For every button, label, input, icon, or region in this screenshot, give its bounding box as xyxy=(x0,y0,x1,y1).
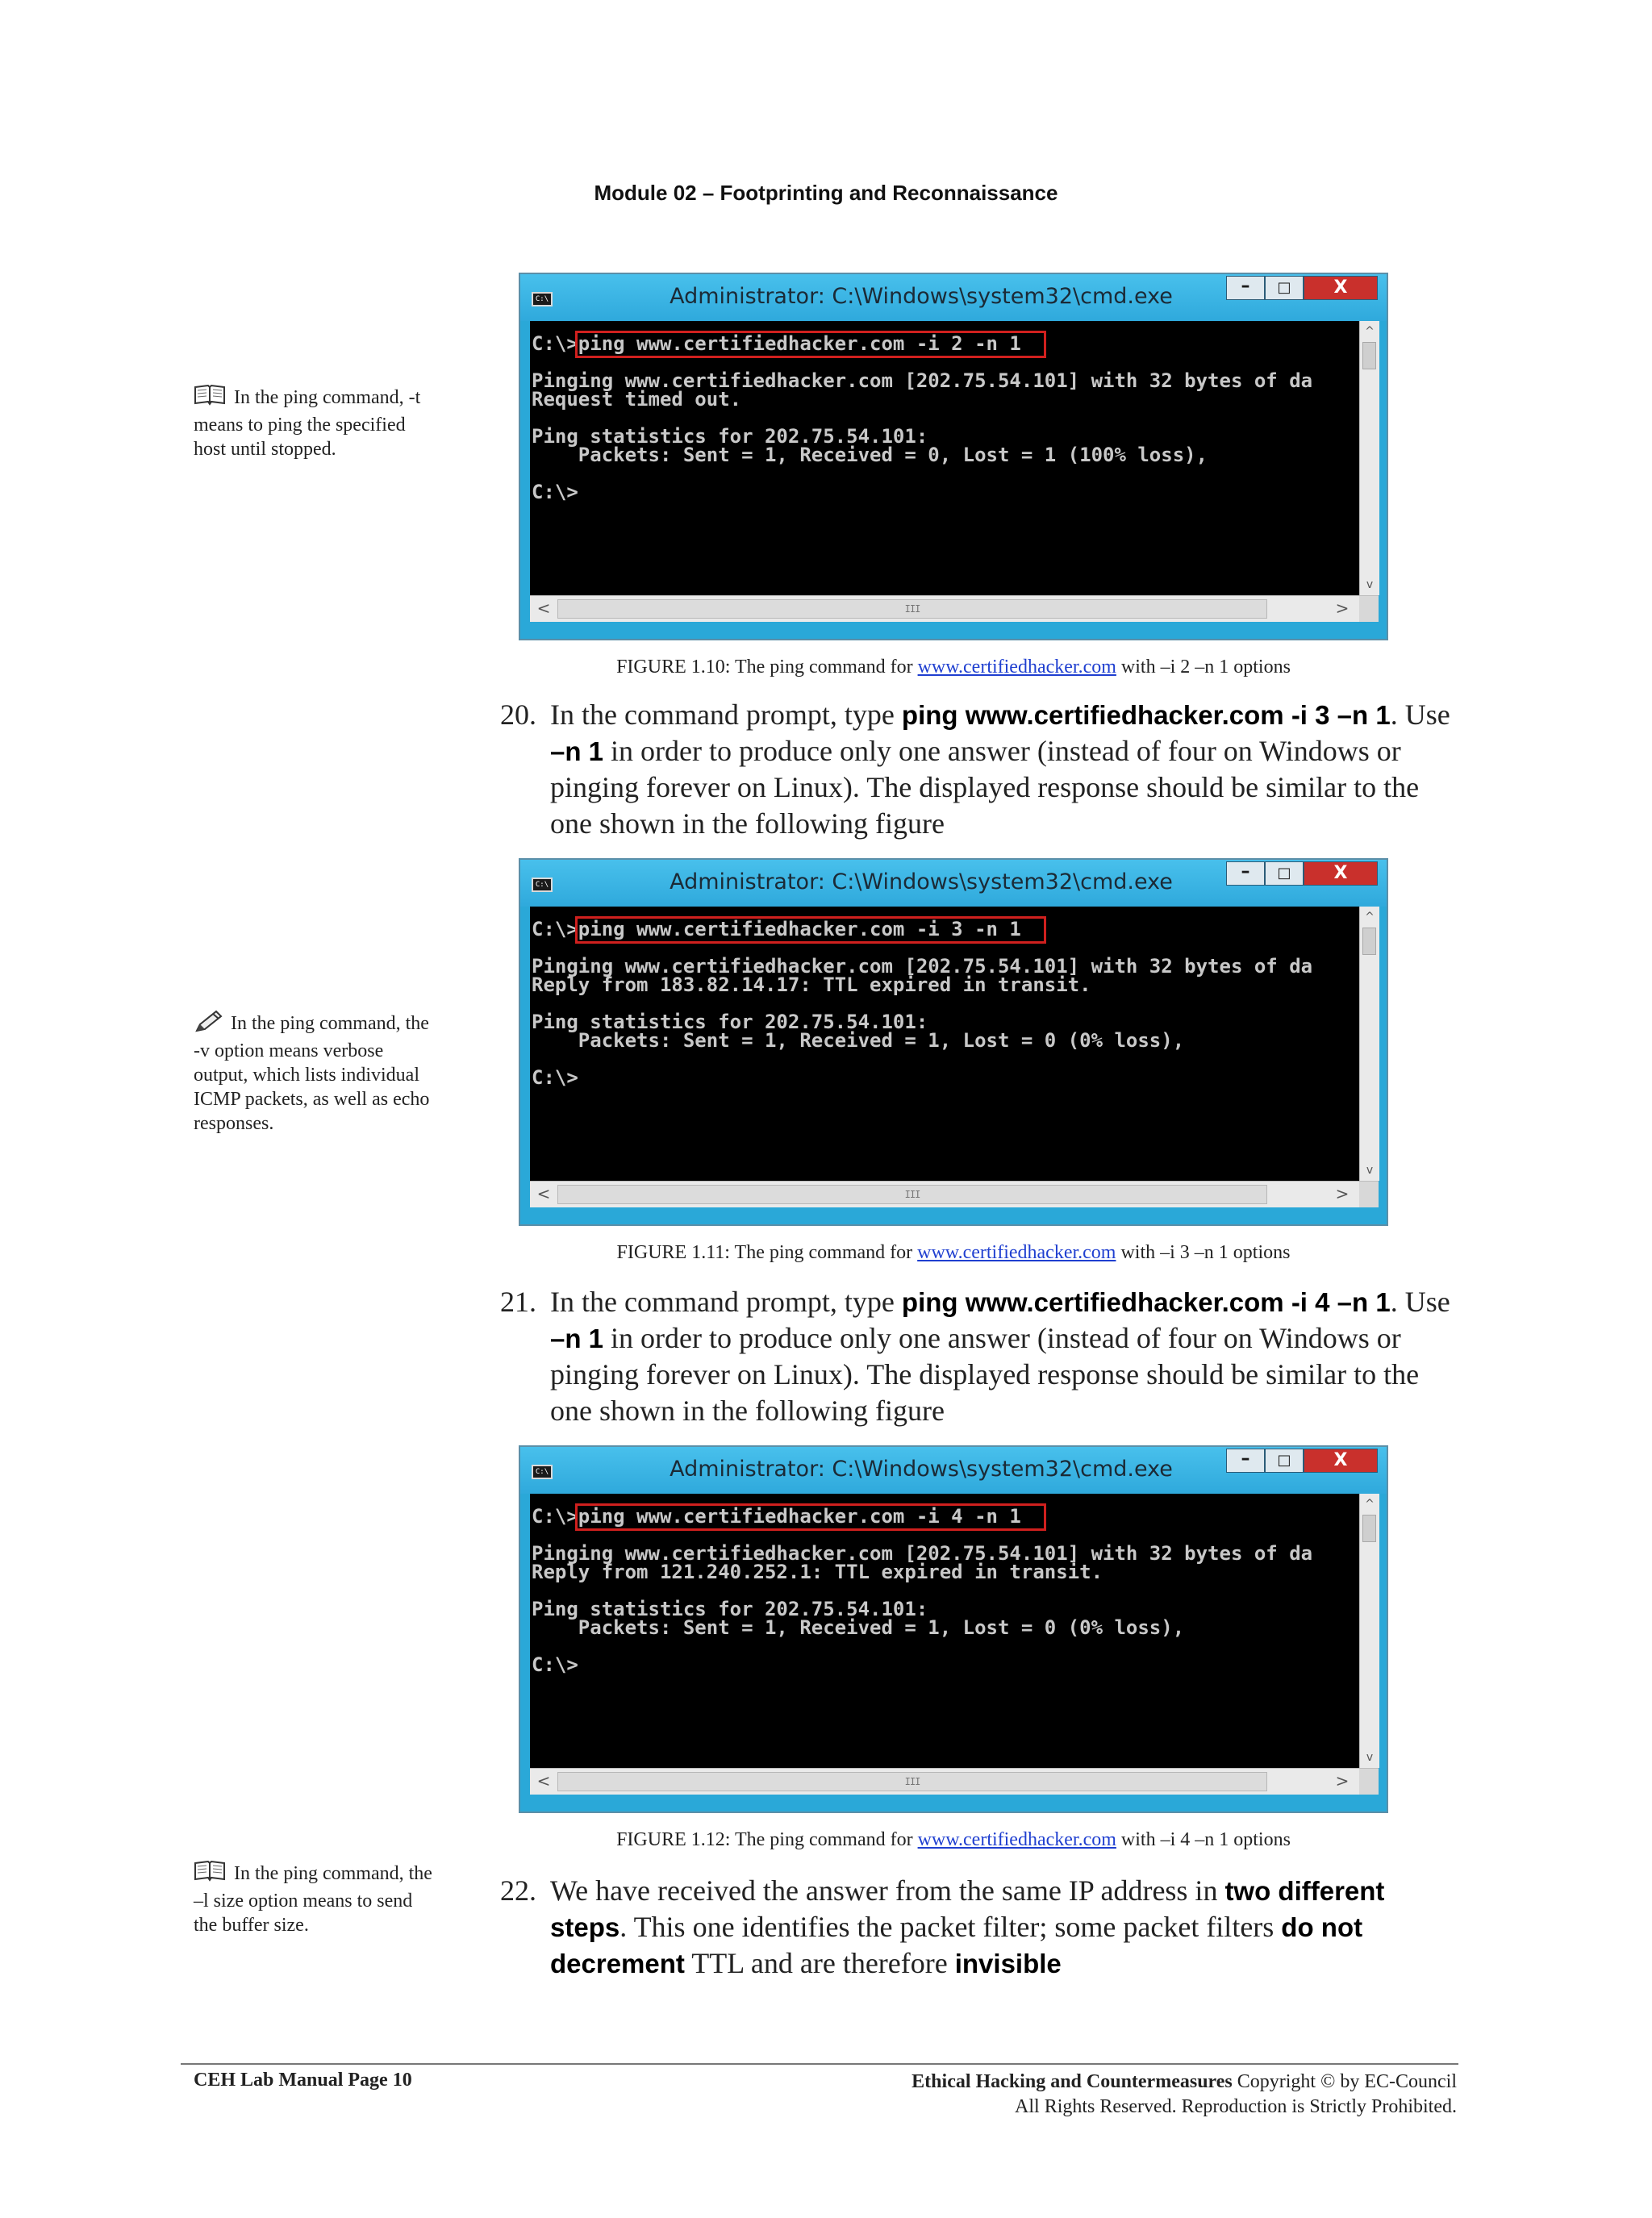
command-highlight xyxy=(575,916,1046,944)
horizontal-scrollbar[interactable] xyxy=(530,1768,1379,1795)
caption-link[interactable]: www.certifiedhacker.com xyxy=(917,657,1116,677)
step-command: ping www.certifiedhacker.com -i 3 –n 1 xyxy=(901,700,1391,730)
step-text: We have received the answer from the same IP address in xyxy=(550,1874,1225,1907)
step-number: 21. xyxy=(500,1286,536,1318)
caption-text: with –i 4 –n 1 options xyxy=(1116,1829,1291,1850)
cmd-icon[interactable]: C:\ xyxy=(532,878,553,892)
resize-corner[interactable] xyxy=(1359,596,1379,622)
sidebar-note xyxy=(194,384,436,461)
console-line: Ping statistics for 202.75.54.101: xyxy=(532,1011,928,1033)
maximize-button[interactable]: □ xyxy=(1265,861,1304,886)
scroll-thumb[interactable]: III xyxy=(557,1185,1267,1204)
minimize-button[interactable]: – xyxy=(1226,1449,1265,1473)
close-button[interactable]: X xyxy=(1304,276,1378,300)
console-line: C:\>ping www.certifiedhacker.com -i 4 -n 1 xyxy=(532,1505,1021,1528)
step-paragraph xyxy=(500,697,1452,842)
title-bar[interactable] xyxy=(520,1447,1387,1494)
step-command: ping www.certifiedhacker.com -i 4 –n 1 xyxy=(901,1287,1391,1317)
step-text: In the command prompt, type xyxy=(550,698,902,731)
cmd-window xyxy=(519,858,1388,1226)
window-title: Administrator: C:\Windows\system32\cmd.exe xyxy=(670,1457,1173,1482)
console-line: C:\> xyxy=(532,481,578,503)
vertical-scrollbar[interactable] xyxy=(1359,1494,1379,1768)
console-line: C:\>ping www.certifiedhacker.com -i 3 -n 1 xyxy=(532,918,1021,940)
console-line: Reply from 183.82.14.17: TTL expired in transit. xyxy=(532,974,1091,996)
scroll-thumb[interactable] xyxy=(1362,342,1376,369)
close-button[interactable]: X xyxy=(1304,861,1378,886)
step-flag: –n 1 xyxy=(550,736,604,766)
step-flag: –n 1 xyxy=(550,1324,604,1353)
minimize-button[interactable]: – xyxy=(1226,861,1265,886)
step-emphasis: invisible xyxy=(954,1949,1062,1978)
cmd-icon[interactable]: C:\ xyxy=(532,292,553,306)
console-line: Pinging www.certifiedhacker.com [202.75.54.101] with 32 bytes of da xyxy=(532,1542,1313,1565)
vertical-scrollbar[interactable] xyxy=(1359,907,1379,1181)
command-highlight xyxy=(575,1503,1046,1531)
sidebar-note xyxy=(194,1010,436,1136)
cmd-window xyxy=(519,1445,1388,1813)
console-line: C:\>ping www.certifiedhacker.com -i 2 -n 1 xyxy=(532,332,1021,355)
scroll-up-arrow-icon[interactable]: ^ xyxy=(1365,1498,1375,1511)
step-text: . This one identifies the packet filter; some packet filters xyxy=(620,1911,1282,1943)
footer-book-title: Ethical Hacking and Countermeasures xyxy=(912,2071,1233,2092)
title-bar[interactable] xyxy=(520,274,1387,321)
cmd-icon[interactable]: C:\ xyxy=(532,1465,553,1479)
footer-copyright xyxy=(807,2070,1457,2120)
footer-copyright-text: Copyright © by EC-Council xyxy=(1232,2071,1457,2092)
console-output[interactable] xyxy=(530,321,1359,595)
resize-corner[interactable] xyxy=(1359,1769,1379,1795)
scroll-right-arrow-icon[interactable]: > xyxy=(1335,1184,1350,1203)
step-text: TTL and are therefore xyxy=(684,1947,955,1979)
scroll-thumb[interactable] xyxy=(1362,1515,1376,1542)
vertical-scrollbar[interactable] xyxy=(1359,321,1379,595)
console-output[interactable] xyxy=(530,1494,1359,1768)
console-output[interactable] xyxy=(530,907,1359,1181)
caption-text: with –i 3 –n 1 options xyxy=(1116,1242,1291,1263)
console-line: Pinging www.certifiedhacker.com [202.75.54.101] with 32 bytes of da xyxy=(532,955,1313,978)
step-text: . Use xyxy=(1390,1286,1450,1318)
step-text: In the command prompt, type xyxy=(550,1286,902,1318)
caption-text: FIGURE 1.12: The ping command for xyxy=(616,1829,918,1850)
scroll-thumb[interactable]: III xyxy=(557,599,1267,619)
scroll-right-arrow-icon[interactable]: > xyxy=(1335,1771,1350,1791)
scroll-thumb[interactable]: III xyxy=(557,1772,1267,1791)
figure-caption xyxy=(519,1242,1388,1264)
scroll-left-arrow-icon[interactable]: < xyxy=(536,1184,551,1203)
footer-rights: All Rights Reserved. Reproduction is Strictly Prohibited. xyxy=(1015,2096,1457,2117)
console-line: C:\> xyxy=(532,1653,578,1676)
title-bar[interactable] xyxy=(520,860,1387,907)
window-title: Administrator: C:\Windows\system32\cmd.exe xyxy=(670,869,1173,894)
caption-link[interactable]: www.certifiedhacker.com xyxy=(917,1242,1116,1263)
console-line: Packets: Sent = 1, Received = 0, Lost = 1 (100% loss), xyxy=(532,444,1208,466)
step-emphasis: two different steps xyxy=(550,1876,1385,1942)
footer-divider xyxy=(181,2063,1458,2065)
cmd-window xyxy=(519,273,1388,640)
resize-corner[interactable] xyxy=(1359,1182,1379,1207)
footer-left-text: CEH Lab Manual Page 10 xyxy=(194,2070,412,2091)
scroll-right-arrow-icon[interactable]: > xyxy=(1335,598,1350,618)
maximize-button[interactable]: □ xyxy=(1265,1449,1304,1473)
step-paragraph xyxy=(500,1873,1452,1982)
caption-text: FIGURE 1.10: The ping command for xyxy=(616,657,918,677)
pencil-icon xyxy=(194,1010,223,1039)
scroll-left-arrow-icon[interactable]: < xyxy=(536,1771,551,1791)
book-icon xyxy=(194,1860,226,1889)
scroll-up-arrow-icon[interactable]: ^ xyxy=(1365,325,1375,338)
scroll-down-arrow-icon[interactable]: v xyxy=(1366,1164,1374,1177)
module-title: Module 02 – Footprinting and Reconnaissance xyxy=(594,181,1058,205)
footer-page-label xyxy=(194,2070,412,2091)
console-line: Request timed out. xyxy=(532,388,742,411)
scroll-down-arrow-icon[interactable]: v xyxy=(1366,578,1374,591)
maximize-button[interactable]: □ xyxy=(1265,276,1304,300)
horizontal-scrollbar[interactable] xyxy=(530,1181,1379,1207)
console-line: Packets: Sent = 1, Received = 1, Lost = 0 (0% loss), xyxy=(532,1616,1185,1639)
command-highlight xyxy=(575,331,1046,358)
step-text: in order to produce only one answer (instead of four on Windows or pinging forever on Linux). The displayed response should be similar to the one shown in the following figure xyxy=(550,735,1420,840)
caption-text: with –i 2 –n 1 options xyxy=(1116,657,1291,677)
caption-link[interactable]: www.certifiedhacker.com xyxy=(917,1829,1116,1850)
step-text: . Use xyxy=(1390,698,1450,731)
note-text: In the ping command, the –l size option means to send the buffer size. xyxy=(194,1863,432,1936)
scroll-left-arrow-icon[interactable]: < xyxy=(536,598,551,618)
console-line: Pinging www.certifiedhacker.com [202.75.54.101] with 32 bytes of da xyxy=(532,369,1313,392)
horizontal-scrollbar[interactable] xyxy=(530,595,1379,622)
step-number: 22. xyxy=(500,1874,536,1907)
step-text: in order to produce only one answer (instead of four on Windows or pinging forever on Linux). The displayed response should be similar to the one shown in the following figure xyxy=(550,1322,1420,1427)
step-emphasis: do not decrement xyxy=(550,1912,1363,1978)
scroll-down-arrow-icon[interactable]: v xyxy=(1366,1751,1374,1764)
step-paragraph xyxy=(500,1284,1452,1429)
note-text: In the ping command, the -v option means verbose output, which lists individual ICMP packets, as well as echo responses. xyxy=(194,1013,430,1134)
note-text: In the ping command, -t means to ping the specified host until stopped. xyxy=(194,387,421,460)
figure-caption xyxy=(519,1829,1388,1851)
scroll-thumb[interactable] xyxy=(1362,928,1376,955)
figure-caption xyxy=(519,657,1388,678)
sidebar-note xyxy=(194,1860,436,1937)
minimize-button[interactable]: – xyxy=(1226,276,1265,300)
console-line: Ping statistics for 202.75.54.101: xyxy=(532,1598,928,1620)
caption-text: FIGURE 1.11: The ping command for xyxy=(616,1242,918,1263)
console-line: Ping statistics for 202.75.54.101: xyxy=(532,425,928,448)
scroll-up-arrow-icon[interactable]: ^ xyxy=(1365,911,1375,923)
step-number: 20. xyxy=(500,698,536,731)
console-line: Packets: Sent = 1, Received = 1, Lost = 0 (0% loss), xyxy=(532,1029,1185,1052)
console-line: C:\> xyxy=(532,1066,578,1089)
close-button[interactable]: X xyxy=(1304,1449,1378,1473)
window-title: Administrator: C:\Windows\system32\cmd.exe xyxy=(670,284,1173,309)
book-icon xyxy=(194,384,226,413)
console-line: Reply from 121.240.252.1: TTL expired in transit. xyxy=(532,1561,1103,1583)
